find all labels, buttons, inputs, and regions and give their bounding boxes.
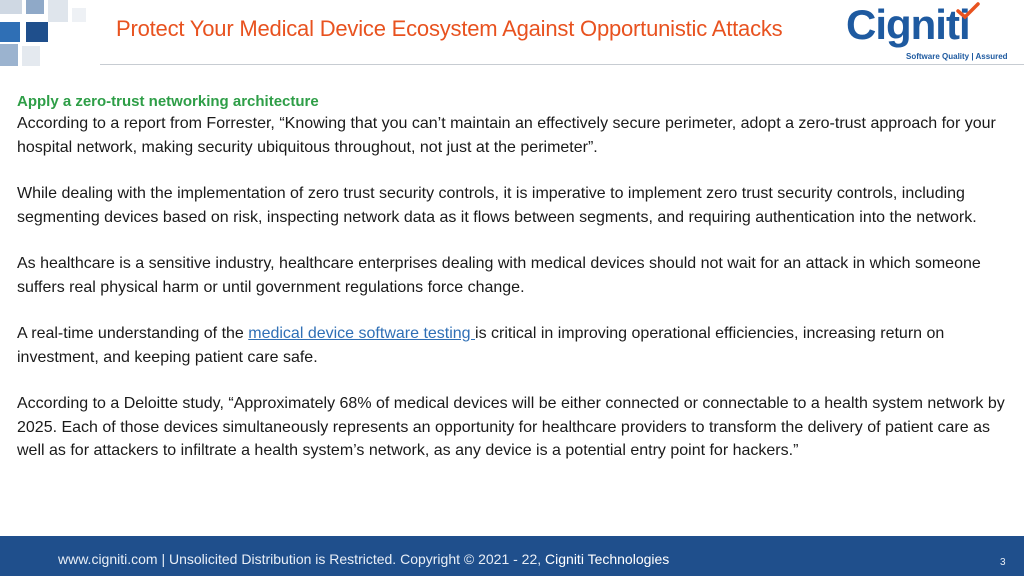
logo-wordmark: Cigniti <box>846 1 970 48</box>
cigniti-logo <box>846 2 1024 64</box>
slide-header <box>0 0 1024 66</box>
footer-copyright <box>58 551 669 567</box>
footer-text: www.cigniti.com | Unsolicited Distribution is Restricted. Copyright © 2021 - 22, <box>58 551 546 567</box>
logo-tagline: Software Quality | Assured <box>906 52 1008 61</box>
checkmark-icon <box>956 2 980 20</box>
slide-footer <box>0 536 1024 576</box>
slide-title: Protect Your Medical Device Ecosystem Against Opportunistic Attacks <box>116 16 783 41</box>
page-number: 3 <box>1000 557 1006 568</box>
paragraph-zero-trust: While dealing with the implementation of zero trust security controls, it is imperative to implement zero trust security controls, including segmenting devices based on risk, inspecting network data as it flows between segments, and requiring authentication into the network. <box>17 185 977 226</box>
paragraph-testing-rest: is critical in improving operational efficiencies, increasing return on investment, and keeping patient care safe. <box>17 325 945 366</box>
section-heading: Apply a zero-trust networking architecture <box>17 93 319 110</box>
paragraph-testing-lead: A real-time understanding of the <box>17 325 249 342</box>
header-divider <box>100 64 1024 65</box>
paragraph-healthcare: As healthcare is a sensitive industry, healthcare enterprises dealing with medical devices should not wait for an attack in which someone suffers real physical harm or until government regulations force change. <box>17 255 981 296</box>
slide-body <box>17 92 1007 463</box>
footer-company: Cigniti Technologies <box>545 551 670 567</box>
decorative-squares <box>0 0 120 66</box>
medical-device-testing-link[interactable]: medical device software testing <box>248 325 476 342</box>
paragraph-testing <box>17 322 1007 369</box>
paragraph-deloitte: According to a Deloitte study, “Approximately 68% of medical devices will be either connected or connectable to a health system network by 2025. Each of those devices simultaneously represents an opportunity for healthcare providers to transform the delivery of patient care as well as for attackers to infiltrate a health system’s network, as any device is a potential entry point for hackers.” <box>17 395 1005 459</box>
paragraph-forrester: According to a report from Forrester, “Knowing that you can’t maintain an effectively secure perimeter, adopt a zero-trust approach for your hospital network, making security ubiquitous throughout, not just at the perimeter”. <box>17 115 996 156</box>
